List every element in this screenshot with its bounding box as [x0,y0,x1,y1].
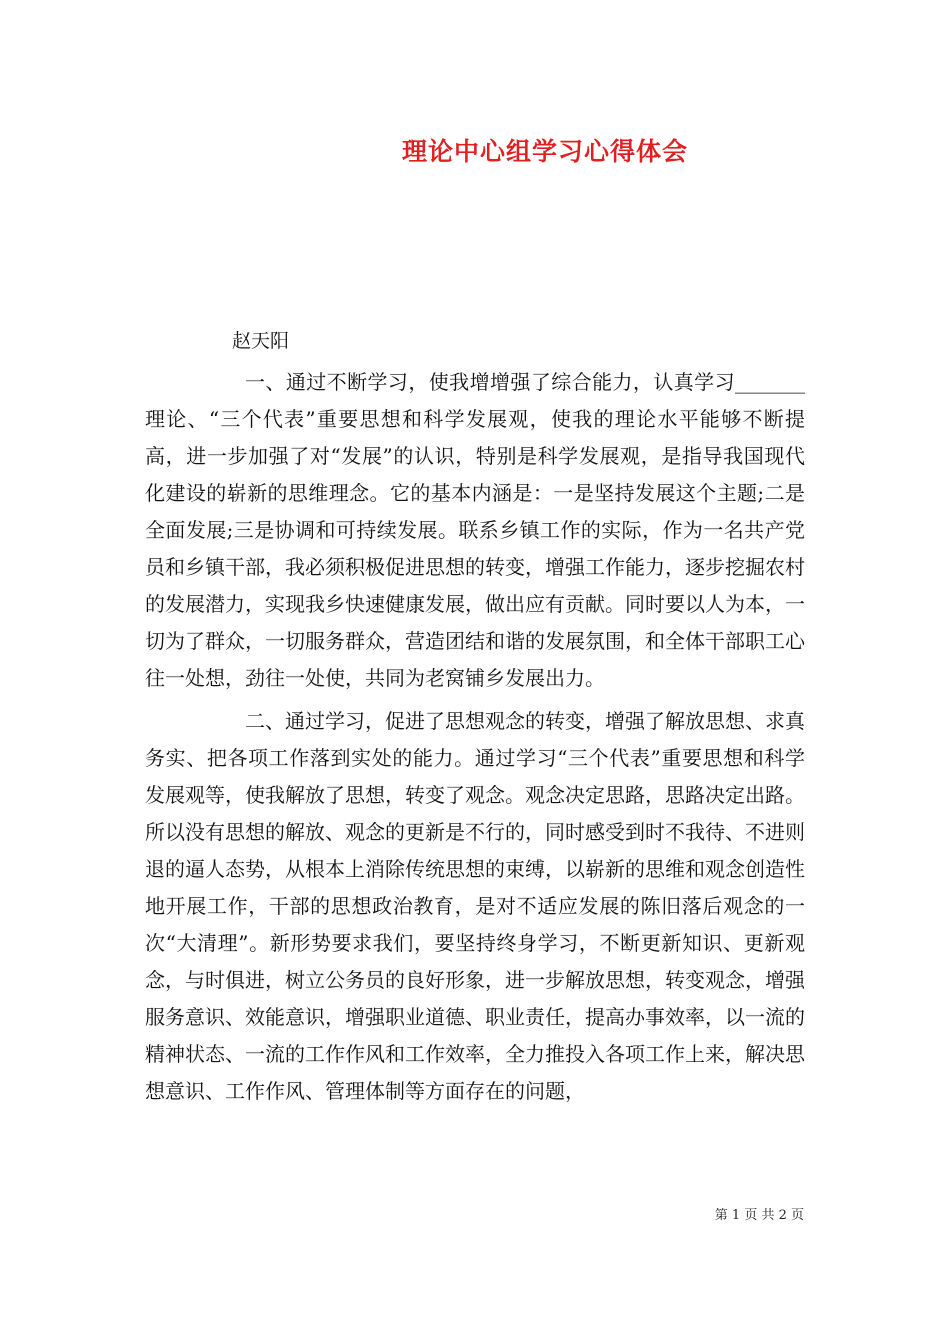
paragraph-1: 一、通过不断学习，使我增增强了综合能力，认真学习_______理论、“三个代表”重要思想和科学发展观，使我的理论水平能够不断提高，进一步加强了对“发展”的认识，特别是科学发展观，是指导我国现代化建设的崭新的思维理念。它的基本内涵是：一是坚持发展这个主题;二是全面发展;三是协调和可持续发展。联系乡镇工作的实际，作为一名共产党员和乡镇干部，我必须积极促进思想的转变，增强工作能力，逐步挖掘农村的发展潜力，实现我乡快速健康发展，做出应有贡献。同时要以人为本，一切为了群众，一切服务群众，营造团结和谐的发展氛围，和全体干部职工心往一处想，劲往一处使，共同为老窝铺乡发展出力。 [145,370,805,690]
document-title: 理论中心组学习心得体会 [401,137,688,166]
paragraph-2: 二、通过学习，促进了思想观念的转变，增强了解放思想、求真务实、把各项工作落到实处的能力。通过学习“三个代表”重要思想和科学发展观等，使我解放了思想，转变了观念。观念决定思路，思路决定出路。所以没有思想的解放、观念的更新是不行的，同时感受到时不我待、不进则退的逼人态势，从根本上消除传统思想的束缚，以崭新的思维和观念创造性地开展工作，干部的思想政治教育，是对不适应发展的陈旧落后观念的一次“大清理”。新形势要求我们，要坚持终身学习，不断更新知识、更新观念，与时俱进，树立公务员的良好形象，进一步解放思想，转变观念，增强服务意识、效能意识，增强职业道德、职业责任，提高办事效率，以一流的精神状态、一流的工作作风和工作效率，全力推投入各项工作上来，解决思想意识、工作作风、管理体制等方面存在的问题， [145,709,805,1103]
document-body [145,364,805,1110]
page-number: 第 1 页 共 2 页 [714,1208,804,1223]
author-name: 赵天阳 [232,330,290,352]
